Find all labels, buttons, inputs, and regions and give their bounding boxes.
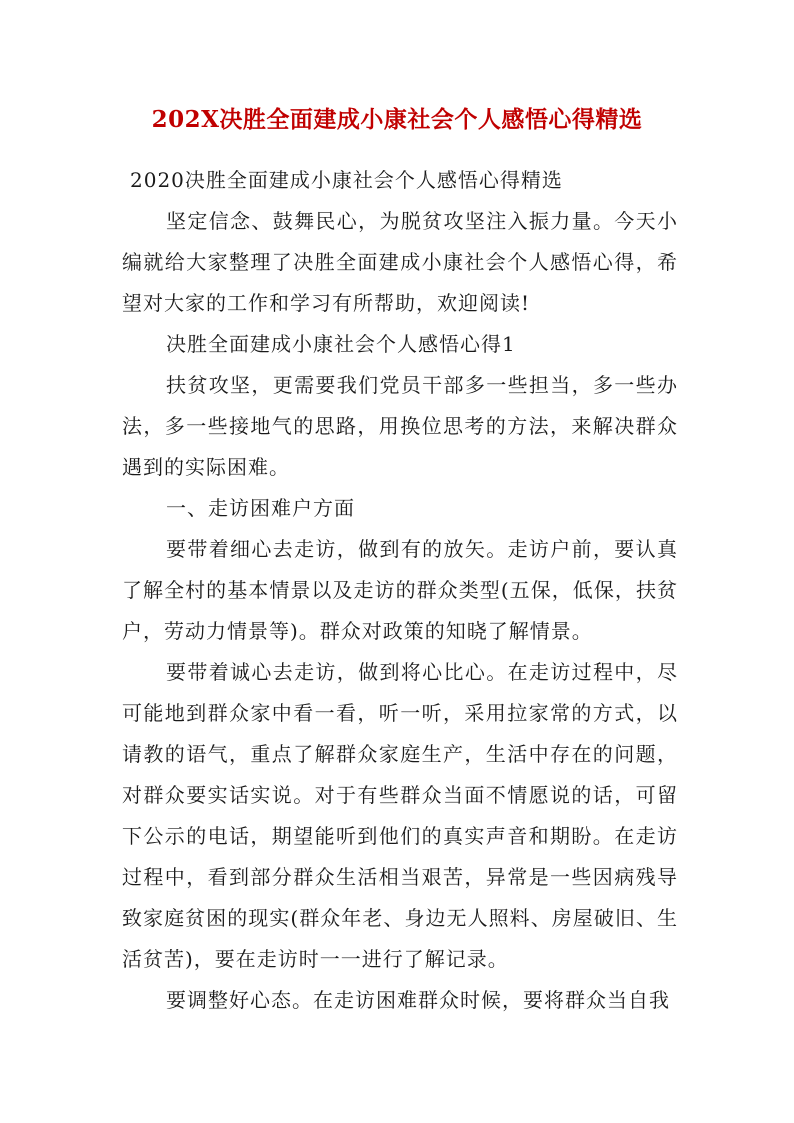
document-body (122, 160, 678, 1021)
paragraph-sincere-visit: 要带着诚心去走访，做到将心比心。在走访过程中，尽可能地到群众家中看一看，听一听，采用拉家常的方式，以请教的语气，重点了解群众家庭生产，生活中存在的问题，对群众要实话实说。对于有些群众当面不情愿说的话，可留下公示的电话，期望能听到他们的真实声音和期盼。在走访过程中，看到部分群众生活相当艰苦，异常是一些因病残导致家庭贫困的现实(群众年老、身边无人照料、房屋破旧、生活贫苦)，要在走访时一一进行了解记录。 (122, 660, 678, 971)
paragraph-careful-visit: 要带着细心去走访，做到有的放矢。走访户前，要认真了解全村的基本情景以及走访的群众类型(五保，低保，扶贫户，劳动力情景等)。群众对政策的知晓了解情景。 (122, 537, 678, 643)
section-heading-1: 决胜全面建成小康社会个人感悟心得1 (166, 332, 516, 356)
document-subtitle: 2020决胜全面建成小康社会个人感悟心得精选 (130, 168, 563, 192)
paragraph-poverty: 扶贫攻坚，更需要我们党员干部多一些担当，多一些办法，多一些接地气的思路，用换位思考的方法，来解决群众遇到的实际困难。 (122, 373, 678, 479)
section-heading-visit: 一、走访困难户方面 (166, 496, 355, 520)
document-title: 202X决胜全面建成小康社会个人感悟心得精选 (151, 106, 643, 133)
paragraph-intro: 坚定信念、鼓舞民心，为脱贫攻坚注入振力量。今天小编就给大家整理了决胜全面建成小康社会个人感悟心得，希望对大家的工作和学习有所帮助，欢迎阅读! (122, 209, 678, 315)
paragraph-attitude: 要调整好心态。在走访困难群众时候，要将群众当自我 (166, 988, 670, 1012)
